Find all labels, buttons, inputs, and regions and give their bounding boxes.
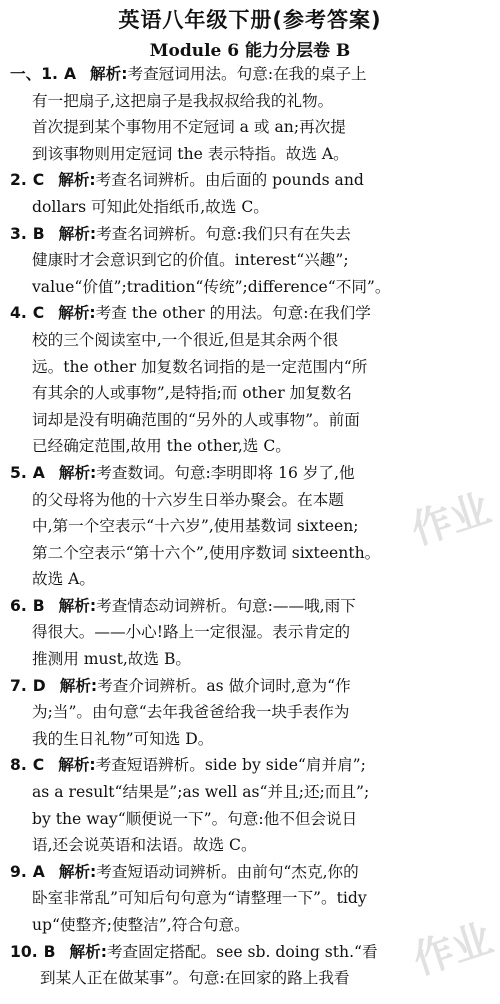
explanation-text: 考查短语辨析。side by side“肩并肩”;	[95, 756, 366, 775]
answer-item	[10, 61, 496, 167]
explanation-line	[10, 806, 496, 833]
analysis-label: 解析:	[58, 304, 96, 323]
question-number: 10.	[10, 942, 38, 961]
explanation-line	[10, 779, 496, 806]
explanation-line	[10, 194, 496, 221]
explanation-text: 我的生日礼物”可知选 D。	[32, 729, 214, 748]
explanation-line	[10, 327, 496, 354]
explanation-text: 为;当”。由句意“去年我爸爸给我一块手表作为	[32, 703, 350, 722]
analysis-label: 解析:	[58, 862, 97, 881]
explanation-line	[10, 114, 496, 141]
analysis-label: 解析:	[58, 756, 96, 775]
explanation-text: 健康时才会意识到它的价值。interest“兴趣”;	[32, 251, 349, 270]
analysis-label: 解析:	[90, 65, 128, 83]
explanation-text: 已经确定范围,故用 the other,选 C。	[32, 437, 291, 456]
explanation-line	[10, 752, 496, 779]
explanation-text: 语,还会说英语和法语。故选 C。	[32, 836, 257, 855]
explanation-line	[10, 407, 496, 434]
watermark: 作业	[405, 485, 497, 555]
question-number: 5.	[10, 463, 27, 482]
explanation-line	[10, 859, 496, 886]
explanation-line	[10, 354, 496, 381]
answer-letter: C	[32, 171, 45, 190]
watermark: 作业	[407, 915, 499, 985]
answer-letter: A	[32, 862, 45, 881]
explanation-text: by the way“顺便说一下”。句意:他不但会说日	[32, 809, 358, 828]
answer-item	[10, 167, 496, 220]
answer-item	[10, 221, 496, 301]
explanation-text: 考查名词辨析。句意:我们只有在失去	[96, 224, 351, 243]
explanation-text: 到某人正在做某事”。句意:在回家的路上我看	[40, 969, 350, 988]
question-number: 一、1.	[10, 65, 58, 83]
answer-item	[10, 752, 496, 858]
explanation-text: 得很大。——小心!路上一定很湿。表示肯定的	[32, 623, 351, 642]
explanation-text: 远。the other 加复数名词指的是一定范围内“所	[32, 357, 368, 376]
explanation-line	[10, 726, 496, 753]
answer-letter: B	[32, 224, 45, 243]
answer-item	[10, 460, 496, 593]
explanation-line	[10, 593, 496, 620]
explanation-line	[10, 274, 496, 301]
explanation-line	[10, 380, 496, 407]
explanation-text: 第二个空表示“第十六个”,使用序数词 sixteenth。	[32, 543, 381, 562]
explanation-line	[10, 247, 496, 274]
explanation-text: 考查情态动词辨析。句意:——哦,雨下	[96, 596, 356, 615]
answer-letter: A	[63, 65, 77, 83]
explanation-line	[10, 619, 496, 646]
answer-item	[10, 593, 496, 673]
explanation-text: dollars 可知此处指纸币,故选 C。	[32, 197, 269, 216]
answer-item	[10, 859, 496, 939]
explanation-text: 推测用 must,故选 B。	[32, 650, 191, 669]
explanation-line	[10, 221, 496, 248]
explanation-line	[10, 912, 496, 939]
analysis-label: 解析:	[58, 171, 96, 190]
question-number: 8.	[10, 756, 27, 775]
explanation-line	[10, 646, 496, 673]
question-number: 4.	[10, 304, 27, 323]
analysis-label: 解析:	[58, 596, 97, 615]
answer-item	[10, 300, 496, 460]
explanation-line	[10, 487, 496, 514]
explanation-text: 考查冠词用法。句意:在我的桌子上	[127, 65, 367, 83]
explanation-line	[10, 141, 496, 168]
answer-item	[10, 939, 496, 992]
explanation-text: 词却是没有明确范围的“另外的人或事物”。前面	[32, 410, 360, 429]
answer-letter: A	[32, 463, 45, 482]
explanation-line	[10, 885, 496, 912]
answer-item	[10, 673, 496, 753]
explanation-text: 有一把扇子,这把扇子是我叔叔给我的礼物。	[32, 91, 334, 110]
explanation-text: 考查介词辨析。as 做介词时,意为“作	[97, 676, 351, 695]
explanation-text: 首次提到某个事物用不定冠词 a 或 an;再次提	[32, 118, 346, 137]
explanation-text: 考查数词。句意:李明即将 16 岁了,他	[96, 463, 355, 482]
question-number: 3.	[10, 224, 27, 243]
explanation-line	[10, 832, 496, 859]
analysis-label: 解析:	[58, 463, 97, 482]
answer-letter: B	[43, 942, 56, 961]
answer-letter: C	[32, 304, 45, 323]
explanation-line	[10, 566, 496, 593]
explanation-line	[10, 540, 496, 567]
explanation-text: value“价值”;tradition“传统”;difference“不同”。	[32, 277, 391, 296]
explanation-line	[10, 433, 496, 460]
answer-letter: B	[32, 596, 45, 615]
explanation-text: 考查 the other 的用法。句意:在我们学	[95, 304, 371, 323]
answer-letter: C	[32, 756, 45, 775]
explanation-text: up“使整齐;使整洁”,符合句意。	[32, 916, 250, 934]
explanation-line	[10, 460, 496, 487]
explanation-text: 校的三个阅读室中,一个很近,但是其余两个很	[32, 330, 339, 349]
explanation-line	[10, 673, 496, 700]
explanation-line	[10, 513, 496, 540]
explanation-line	[10, 300, 496, 327]
analysis-label: 解析:	[59, 676, 98, 695]
explanation-text: 考查固定搭配。see sb. doing sth.“看	[106, 942, 378, 961]
explanation-line	[10, 88, 496, 115]
answer-letter: D	[32, 676, 46, 695]
question-number: 7.	[10, 676, 27, 695]
explanation-line	[10, 965, 496, 992]
analysis-label: 解析:	[58, 224, 97, 243]
explanation-text: 故选 A。	[32, 570, 95, 589]
answer-list	[10, 61, 496, 992]
analysis-label: 解析:	[69, 942, 107, 961]
page-subtitle: Module 6 能力分层卷 B	[149, 41, 351, 61]
explanation-line	[10, 939, 496, 966]
page-title: 英语八年级下册(参考答案)	[118, 8, 382, 32]
explanation-text: 到该事物则用定冠词 the 表示特指。故选 A。	[32, 144, 349, 163]
explanation-text: 中,第一个空表示“十六岁”,使用基数词 sixteen;	[32, 517, 359, 536]
explanation-line	[10, 167, 496, 194]
question-number: 2.	[10, 171, 27, 190]
question-number: 6.	[10, 596, 27, 615]
explanation-text: 有其余的人或事物”,是特指;而 other 加复数名	[32, 384, 352, 403]
explanation-line	[10, 61, 496, 88]
explanation-line	[10, 699, 496, 726]
explanation-text: 考查名词辨析。由后面的 pounds and	[95, 171, 364, 190]
explanation-text: 考查短语动词辨析。由前句“杰克,你的	[96, 862, 359, 881]
question-number: 9.	[10, 862, 27, 881]
explanation-text: as a result“结果是”;as well as“并且;还;而且”;	[32, 783, 370, 802]
explanation-text: 的父母将为他的十六岁生日举办聚会。在本题	[32, 490, 344, 509]
explanation-text: 卧室非常乱”可知后句句意为“请整理一下”。tidy	[32, 889, 367, 908]
